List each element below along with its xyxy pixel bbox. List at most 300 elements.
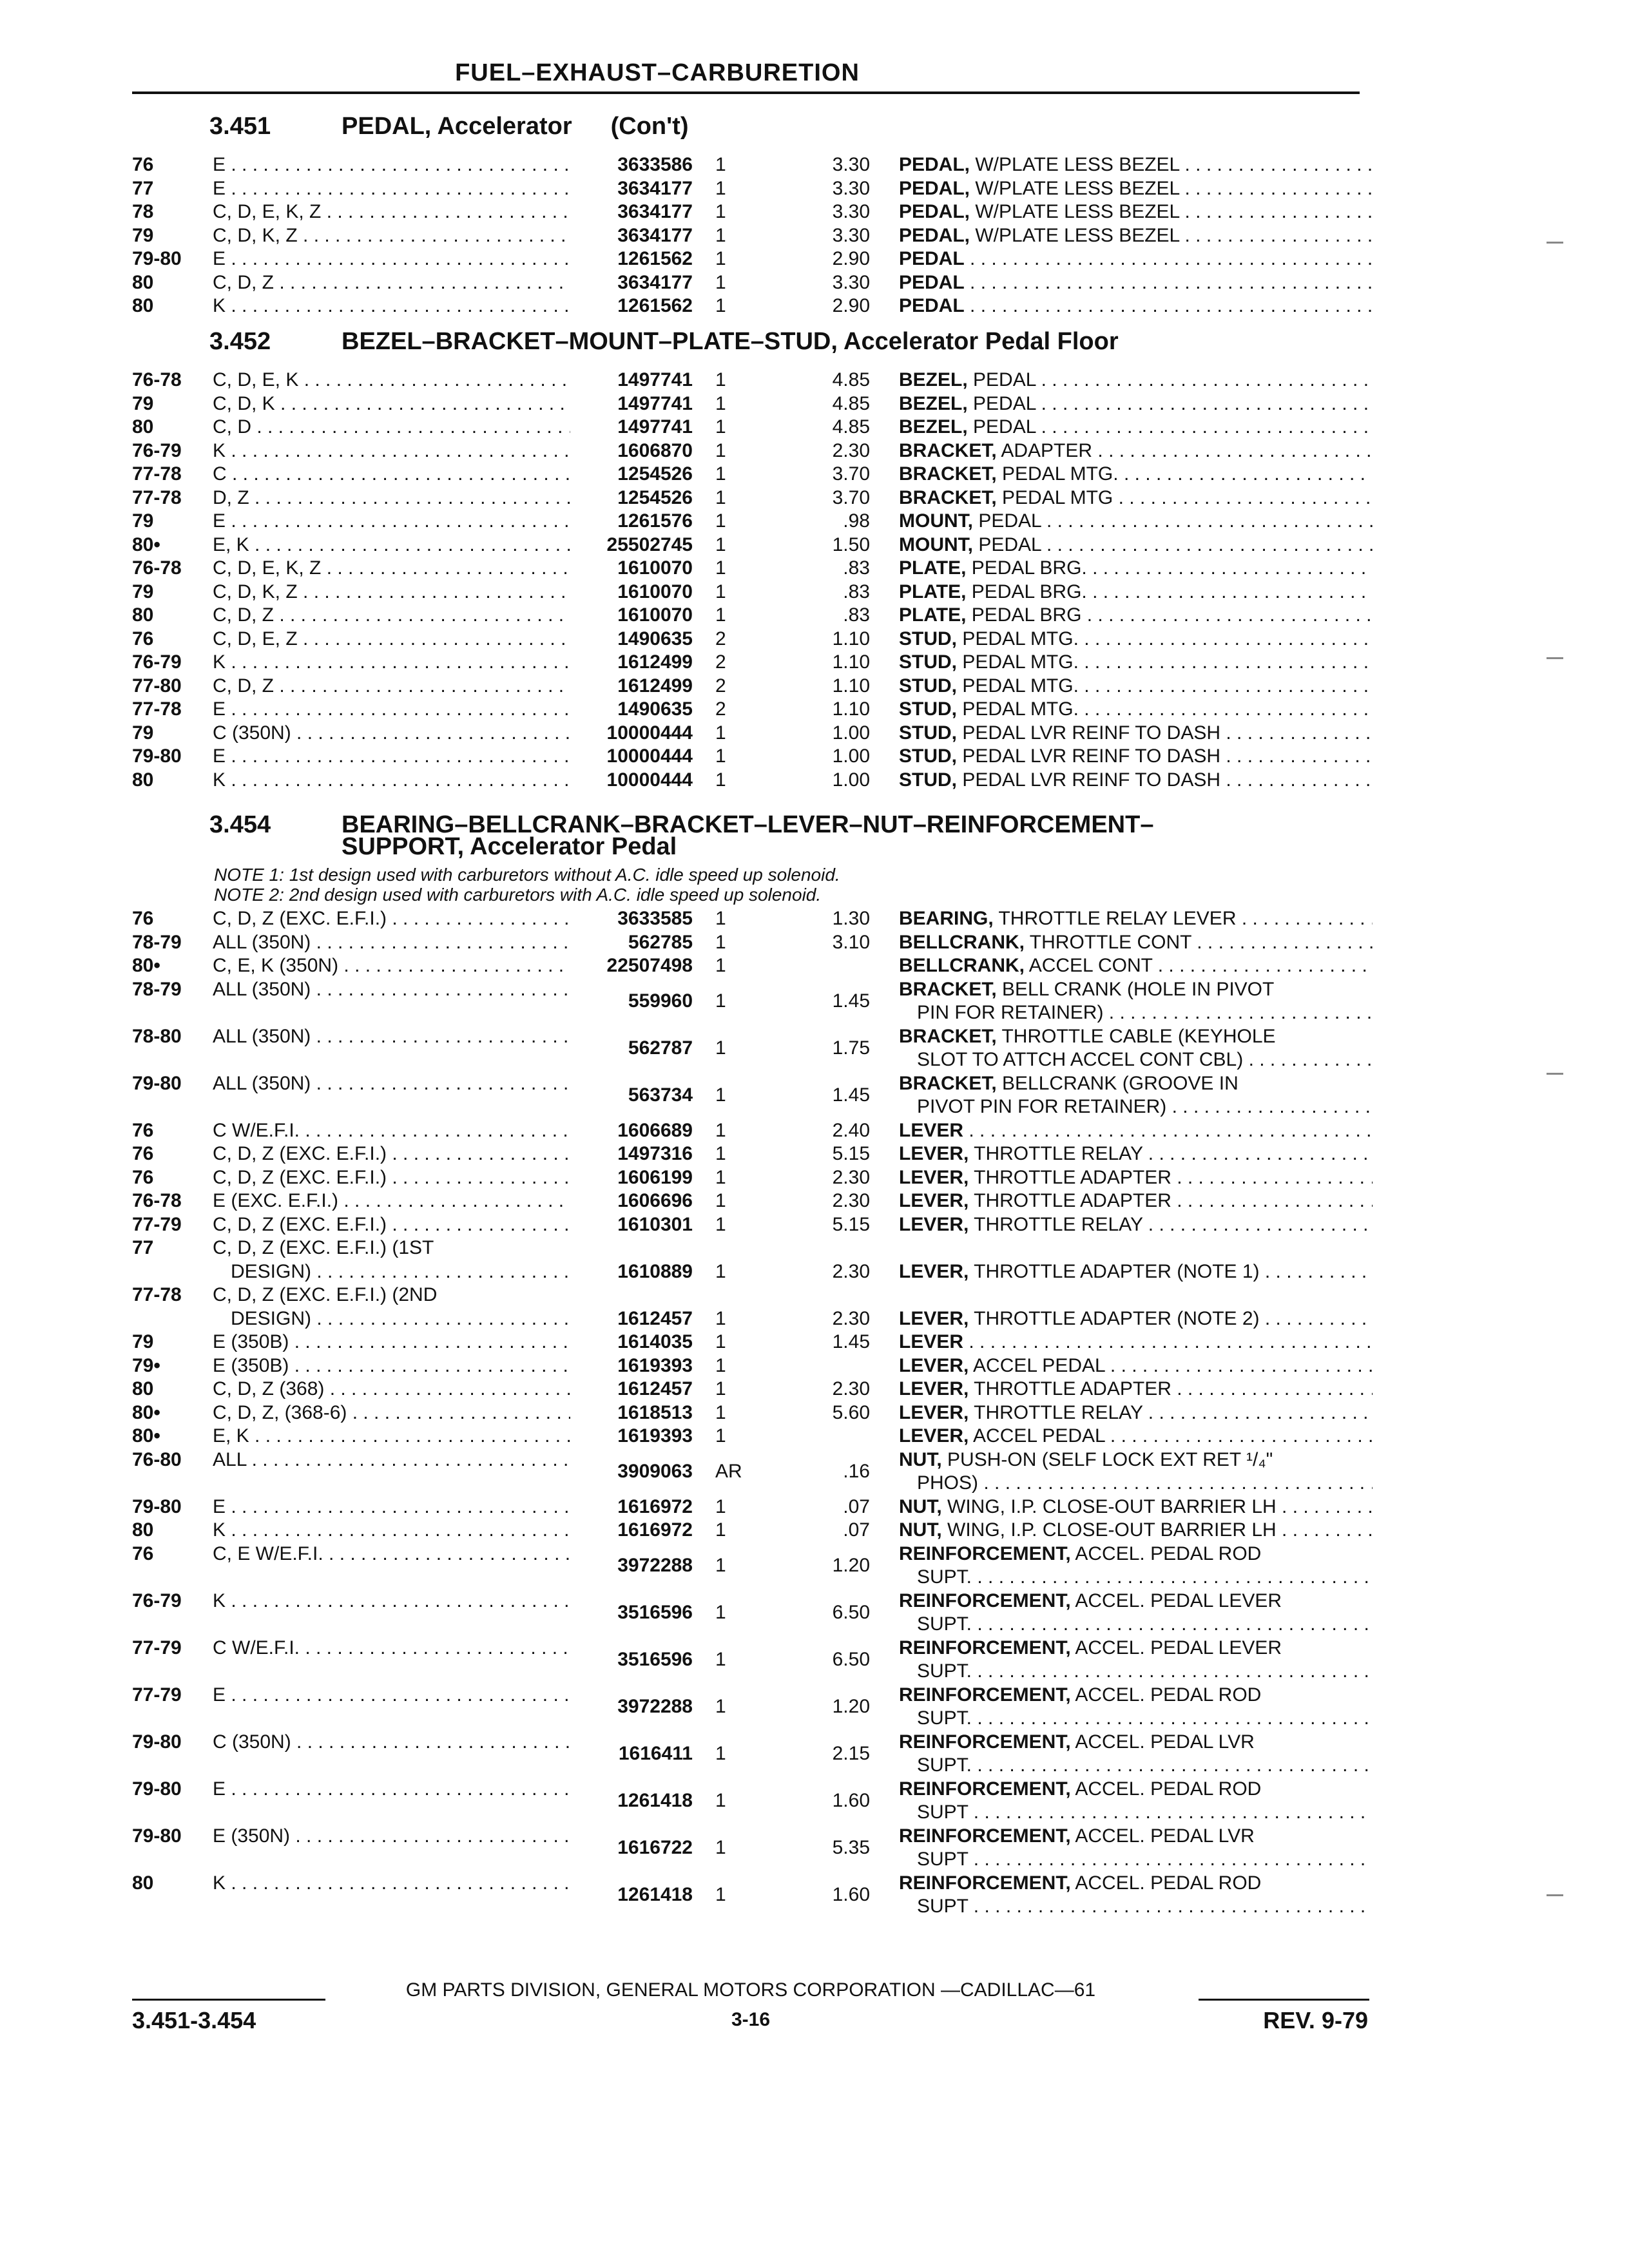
model-year: 78	[132, 201, 154, 222]
model-year: 76-78	[132, 557, 182, 579]
part-number: 1619393	[617, 1425, 693, 1446]
part-description	[899, 439, 1373, 463]
description-line	[899, 271, 1373, 295]
part-detail: THROTTLE ADAPTER (NOTE 1)	[974, 1260, 1260, 1282]
model-year: 77	[132, 177, 154, 199]
quantity: 1	[715, 1260, 726, 1282]
model-codes-text: K . . .	[213, 1872, 570, 1896]
list-price: 3.70	[832, 486, 870, 508]
description-line	[899, 1072, 1373, 1096]
model-codes	[213, 1778, 570, 1802]
section-note: NOTE 2: 2nd design used with carburetors with A.C. idle speed up solenoid.	[214, 885, 822, 905]
list-price: 2.30	[832, 1190, 870, 1211]
part-number: 3633585	[617, 908, 693, 929]
model-year: 78-80	[132, 1025, 182, 1047]
description-continuation: SUPT . . .	[899, 1848, 1373, 1872]
model-codes-text: ALL (350N) . . .	[213, 978, 570, 1002]
part-detail: PEDAL LVR REINF TO DASH	[962, 745, 1221, 767]
part-name: REINFORCEMENT,	[899, 1825, 1071, 1847]
model-codes	[213, 581, 570, 604]
table-row	[0, 392, 1629, 416]
part-description	[899, 651, 1373, 675]
description-line	[899, 1590, 1373, 1613]
description-line	[899, 698, 1373, 722]
model-codes-text: K . . .	[213, 1590, 570, 1613]
description-line	[899, 416, 1373, 439]
model-year: 76-79	[132, 1590, 182, 1611]
part-number: 1606689	[617, 1119, 693, 1141]
part-description	[899, 1778, 1373, 1825]
list-price: 5.15	[832, 1213, 870, 1235]
part-number: 1610301	[617, 1213, 693, 1235]
model-year: 76	[132, 1166, 154, 1188]
model-codes	[213, 1072, 570, 1096]
quantity: 1	[715, 201, 726, 222]
footer-section-range: 3.451-3.454	[132, 2007, 256, 2033]
model-codes-text: E . . .	[213, 177, 570, 201]
part-name: LEVER,	[899, 1166, 969, 1188]
section-title-text: PEDAL, Accelerator	[342, 113, 572, 140]
model-codes	[213, 1331, 570, 1354]
part-description	[899, 153, 1373, 177]
quantity: 1	[715, 1519, 726, 1541]
part-number: 1612457	[617, 1307, 693, 1329]
model-codes	[213, 769, 570, 793]
table-row	[0, 1189, 1629, 1213]
description-continuation: SLOT TO ATTCH ACCEL CONT CBL) . . .	[899, 1048, 1373, 1072]
part-name: BRACKET,	[899, 1025, 997, 1047]
model-codes	[213, 1401, 570, 1425]
part-description	[899, 416, 1373, 439]
table-row	[0, 978, 1629, 1025]
part-description	[899, 698, 1373, 722]
part-name: MOUNT,	[899, 510, 973, 532]
model-codes	[213, 604, 570, 628]
list-price: .07	[843, 1495, 870, 1517]
model-codes-text: C, D, Z . . .	[213, 675, 570, 698]
quantity: 1	[715, 369, 726, 390]
model-codes-text: C (350N) . . .	[213, 722, 570, 745]
quantity: 1	[715, 1601, 726, 1623]
part-detail: THROTTLE ADAPTER (NOTE 2)	[974, 1307, 1260, 1329]
header-rule	[132, 91, 1360, 94]
table-row	[0, 1378, 1629, 1401]
part-detail: ACCEL. PEDAL LVR	[1075, 1731, 1255, 1753]
model-codes	[213, 1142, 570, 1166]
quantity: 1	[715, 1331, 726, 1352]
model-year: 76-79	[132, 439, 182, 461]
part-description	[899, 1495, 1373, 1519]
table-row	[0, 769, 1629, 793]
description-line	[899, 745, 1373, 769]
part-name: BRACKET,	[899, 978, 997, 1000]
model-codes	[213, 1542, 570, 1566]
part-description	[899, 486, 1373, 510]
table-row	[0, 271, 1629, 295]
part-description	[899, 1637, 1373, 1684]
model-year: 80•	[132, 1401, 160, 1423]
model-codes	[213, 1025, 570, 1049]
list-price: 3.70	[832, 463, 870, 485]
model-codes-text: K . . .	[213, 439, 570, 463]
part-detail: ACCEL. PEDAL ROD	[1075, 1872, 1262, 1894]
list-price: 2.90	[832, 295, 870, 316]
part-detail: WING, I.P. CLOSE-OUT BARRIER LH .	[947, 1519, 1287, 1541]
quantity: 2	[715, 675, 726, 697]
model-codes-text: E (350N) . . .	[213, 1825, 570, 1849]
part-name: LEVER,	[899, 1401, 969, 1423]
part-description	[899, 1378, 1373, 1401]
part-name: BRACKET,	[899, 1072, 997, 1094]
description-continuation: SUPT. . . .	[899, 1660, 1373, 1684]
table-row	[0, 200, 1629, 224]
description-continuation: PIN FOR RETAINER) . . .	[899, 1001, 1373, 1025]
model-year: 79	[132, 224, 154, 246]
description-line	[899, 581, 1373, 604]
model-year: 80	[132, 295, 154, 316]
model-codes	[213, 247, 570, 271]
part-description	[899, 557, 1373, 581]
model-codes-text: D, Z . . .	[213, 486, 570, 510]
model-codes-text: C, D, Z (EXC. E.F.I.) . . .	[213, 907, 570, 931]
model-codes-text: ALL (350N) . . .	[213, 1072, 570, 1096]
part-detail: THROTTLE RELAY	[974, 1213, 1143, 1235]
model-codes	[213, 1378, 570, 1401]
table-row	[0, 745, 1629, 769]
list-price: 2.30	[832, 1307, 870, 1329]
part-name: REINFORCEMENT,	[899, 1637, 1071, 1658]
description-continuation: SUPT. . . .	[899, 1613, 1373, 1637]
table-row	[0, 651, 1629, 675]
quantity: 1	[715, 1789, 726, 1811]
quantity: 1	[715, 604, 726, 626]
quantity: 1	[715, 463, 726, 485]
part-name: BELLCRANK,	[899, 955, 1025, 976]
part-name: BEZEL,	[899, 392, 968, 414]
model-year: 76	[132, 154, 154, 175]
list-price: 3.30	[832, 201, 870, 222]
description-line	[899, 1637, 1373, 1660]
table-row	[0, 533, 1629, 557]
quantity: 1	[715, 177, 726, 199]
quantity: 1	[715, 154, 726, 175]
part-name: LEVER,	[899, 1307, 969, 1329]
model-year: 77-78	[132, 1284, 182, 1305]
part-name: PLATE,	[899, 581, 967, 602]
part-description	[899, 675, 1373, 698]
list-price: 1.00	[832, 745, 870, 767]
description-line	[899, 722, 1373, 745]
list-price: 2.30	[832, 1260, 870, 1282]
part-name: BRACKET,	[899, 486, 997, 508]
part-description	[899, 1731, 1373, 1778]
model-codes	[213, 153, 570, 177]
part-description	[899, 510, 1373, 533]
quantity: 1	[715, 1401, 726, 1423]
model-codes-text: K . . .	[213, 1519, 570, 1542]
quantity: 1	[715, 1119, 726, 1141]
part-name: PEDAL	[899, 248, 965, 269]
table-row	[0, 247, 1629, 271]
model-year: 76	[132, 1119, 154, 1141]
model-year: 77-78	[132, 486, 182, 508]
table-row	[0, 1236, 1629, 1283]
part-number: 1614035	[617, 1331, 693, 1352]
description-continuation: SUPT. . . .	[899, 1754, 1373, 1778]
model-codes-text: C, E, K (350N) . . .	[213, 954, 570, 978]
list-price: 3.30	[832, 224, 870, 246]
part-number: 1497741	[617, 416, 693, 437]
part-description	[899, 1189, 1373, 1213]
description-line	[899, 392, 1373, 416]
part-detail: PEDAL BRG.	[971, 581, 1087, 602]
model-year: 80•	[132, 1425, 160, 1446]
part-detail: ACCEL CONT	[1028, 955, 1153, 976]
model-codes-text: C, D, E, K . . .	[213, 369, 570, 392]
model-codes	[213, 294, 570, 318]
quantity: 1	[715, 1836, 726, 1858]
part-number: 1497741	[617, 392, 693, 414]
model-codes-text: C, D, Z (EXC. E.F.I.) . . .	[213, 1213, 570, 1237]
part-detail: ACCEL. PEDAL ROD	[1075, 1778, 1262, 1800]
part-number: 1612499	[617, 675, 693, 697]
model-codes-text: E . . .	[213, 510, 570, 533]
part-number: 1606199	[617, 1166, 693, 1188]
list-price: 1.10	[832, 675, 870, 697]
part-description	[899, 1401, 1373, 1425]
model-year: 77-78	[132, 463, 182, 485]
description-line	[899, 224, 1373, 248]
part-name: REINFORCEMENT,	[899, 1542, 1071, 1564]
part-description	[899, 1825, 1373, 1872]
part-description	[899, 1519, 1373, 1542]
quantity: 1	[715, 439, 726, 461]
part-number: 1619393	[617, 1354, 693, 1376]
model-codes	[213, 271, 570, 295]
table-row	[0, 1637, 1629, 1684]
model-codes	[213, 1825, 570, 1849]
model-codes	[213, 510, 570, 533]
table-row	[0, 1025, 1629, 1072]
table-row	[0, 1872, 1629, 1919]
model-codes	[213, 1119, 570, 1143]
quantity: 1	[715, 1425, 726, 1446]
model-codes	[213, 463, 570, 486]
description-line	[899, 294, 1373, 318]
description-continuation: SUPT . . .	[899, 1895, 1373, 1919]
model-codes-text: K . . .	[213, 769, 570, 793]
model-year: 80•	[132, 955, 160, 976]
description-line	[899, 931, 1373, 955]
table-row	[0, 1142, 1629, 1166]
footer-publisher: GM PARTS DIVISION, GENERAL MOTORS CORPORATION —CADILLAC—61	[405, 1979, 1096, 2001]
model-codes-text: E . . .	[213, 1778, 570, 1802]
part-detail: W/PLATE LESS BEZEL	[975, 224, 1180, 246]
part-number: 3634177	[617, 224, 693, 246]
list-price: 5.15	[832, 1143, 870, 1164]
part-number: 3634177	[617, 177, 693, 199]
quantity: 1	[715, 392, 726, 414]
part-name: STUD,	[899, 722, 957, 744]
description-line	[899, 463, 1373, 486]
list-price: 1.45	[832, 1084, 870, 1106]
part-number: 1610070	[617, 557, 693, 579]
list-price: 2.30	[832, 1166, 870, 1188]
section-title-line2: SUPPORT, Accelerator Pedal	[342, 833, 677, 860]
model-codes-line2: DESIGN) . . .	[213, 1260, 570, 1284]
model-codes	[213, 675, 570, 698]
part-name: BEZEL,	[899, 369, 968, 390]
model-codes	[213, 1213, 570, 1237]
quantity: 1	[715, 1307, 726, 1329]
list-price: .83	[843, 581, 870, 602]
part-number: 1497741	[617, 369, 693, 390]
quantity: 1	[715, 1037, 726, 1059]
model-codes-text: ALL (350N) . . .	[213, 1025, 570, 1049]
model-codes	[213, 1166, 570, 1190]
description-line	[899, 604, 1373, 628]
description-line	[899, 486, 1373, 510]
description-line	[899, 907, 1373, 931]
list-price: 4.85	[832, 369, 870, 390]
model-year: 76-78	[132, 369, 182, 390]
part-detail: PEDAL MTG.	[1002, 463, 1119, 485]
model-year: 77-79	[132, 1213, 182, 1235]
quantity: 2	[715, 628, 726, 649]
model-year: 79	[132, 722, 154, 744]
part-number: 1254526	[617, 486, 693, 508]
table-row	[0, 1354, 1629, 1378]
quantity: 1	[715, 581, 726, 602]
part-detail: PEDAL LVR REINF TO DASH	[962, 769, 1221, 791]
model-codes	[213, 1354, 570, 1378]
quantity: 1	[715, 271, 726, 293]
table-row	[0, 1684, 1629, 1731]
list-price: 1.00	[832, 722, 870, 744]
model-codes	[213, 1283, 570, 1331]
part-detail: W/PLATE LESS BEZEL	[975, 201, 1180, 222]
description-line	[899, 1495, 1373, 1519]
description-line	[899, 153, 1373, 177]
part-number: 10000444	[606, 722, 693, 744]
part-description	[899, 1542, 1373, 1590]
part-number: 3634177	[617, 271, 693, 293]
quantity: 1	[715, 486, 726, 508]
description-line	[899, 1025, 1373, 1049]
model-year: 79	[132, 392, 154, 414]
list-price: 2.30	[832, 1378, 870, 1399]
model-year: 80	[132, 416, 154, 437]
part-name: LEVER,	[899, 1354, 969, 1376]
model-codes-text: C, D, K, Z . . .	[213, 224, 570, 248]
model-codes-text: C W/E.F.I. . . .	[213, 1119, 570, 1143]
part-description	[899, 745, 1373, 769]
description-line	[899, 1825, 1373, 1849]
description-line	[899, 369, 1373, 392]
quantity: 1	[715, 1378, 726, 1399]
part-description	[899, 1425, 1373, 1448]
section-title-text: BEARING–BELLCRANK–BRACKET–LEVER–NUT–REINFORCEMENT–	[342, 811, 1154, 838]
part-name: NUT,	[899, 1519, 942, 1541]
table-row	[0, 416, 1629, 439]
model-codes	[213, 1236, 570, 1283]
quantity: 1	[715, 510, 726, 532]
description-line	[899, 1778, 1373, 1802]
table-row	[0, 1825, 1629, 1872]
part-name: STUD,	[899, 651, 957, 673]
quantity: 1	[715, 1213, 726, 1235]
model-codes	[213, 1495, 570, 1519]
quantity: 1	[715, 745, 726, 767]
table-row	[0, 722, 1629, 745]
list-price: .98	[843, 510, 870, 532]
list-price: 3.30	[832, 154, 870, 175]
model-codes-text: E . . .	[213, 247, 570, 271]
part-description	[899, 177, 1373, 201]
part-description	[899, 247, 1373, 271]
part-name: PEDAL,	[899, 201, 970, 222]
table-row	[0, 463, 1629, 486]
model-codes-text: E (350B) . . .	[213, 1354, 570, 1378]
model-codes	[213, 1872, 570, 1896]
part-name: NUT,	[899, 1495, 942, 1517]
part-number: 562785	[628, 931, 693, 953]
part-name: BEZEL,	[899, 416, 968, 437]
model-codes-text: E (350B) . . .	[213, 1331, 570, 1354]
model-codes-text: E . . .	[213, 1684, 570, 1707]
list-price: 1.20	[832, 1695, 870, 1717]
part-number: 1616411	[618, 1742, 693, 1764]
part-detail: THROTTLE ADAPTER	[974, 1166, 1171, 1188]
section-number: 3.451	[209, 113, 271, 140]
part-description	[899, 954, 1373, 978]
model-codes-line1: C, D, Z (EXC. E.F.I.) (2ND	[213, 1284, 438, 1305]
table-row	[0, 1495, 1629, 1519]
part-description	[899, 200, 1373, 224]
part-description	[899, 463, 1373, 486]
part-description	[899, 271, 1373, 295]
model-year: 79	[132, 510, 154, 532]
description-line	[899, 628, 1373, 651]
part-number: 1616972	[617, 1519, 693, 1541]
model-codes	[213, 954, 570, 978]
quantity: 1	[715, 295, 726, 316]
model-year: 76	[132, 1143, 154, 1164]
table-row	[0, 153, 1629, 177]
quantity: 1	[715, 1190, 726, 1211]
list-price: 1.50	[832, 533, 870, 555]
part-detail: THROTTLE RELAY	[974, 1401, 1143, 1423]
part-number: 559960	[628, 990, 693, 1012]
description-line	[899, 1354, 1373, 1378]
model-codes	[213, 1425, 570, 1448]
table-row	[0, 1778, 1629, 1825]
quantity: AR	[715, 1460, 742, 1482]
part-name: LEVER,	[899, 1213, 969, 1235]
table-row	[0, 1519, 1629, 1542]
part-name: REINFORCEMENT,	[899, 1684, 1071, 1706]
quantity: 1	[715, 416, 726, 437]
model-codes	[213, 1637, 570, 1660]
part-name: PEDAL,	[899, 224, 970, 246]
part-name: LEVER,	[899, 1378, 969, 1399]
part-description	[899, 628, 1373, 651]
table-row	[0, 1166, 1629, 1190]
table-row	[0, 675, 1629, 698]
list-price: 6.50	[832, 1648, 870, 1670]
table-row	[0, 1072, 1629, 1119]
list-price: .16	[843, 1460, 870, 1482]
